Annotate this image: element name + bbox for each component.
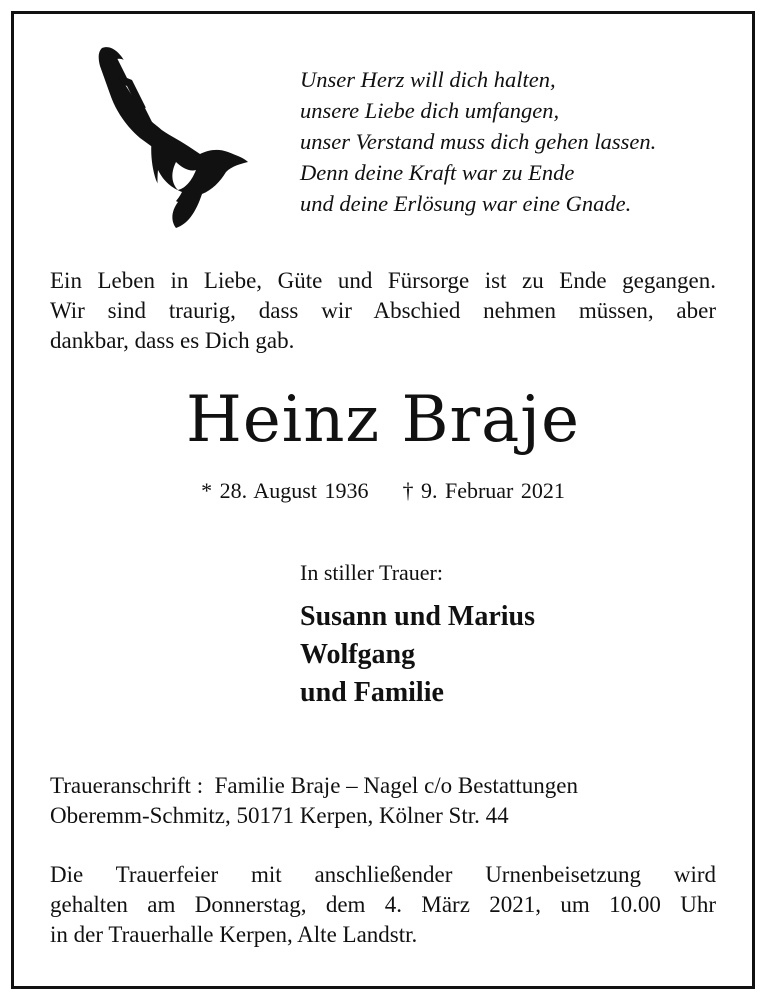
life-dates xyxy=(0,478,766,504)
address-line: Traueranschrift : Familie Braje – Nagel c/o Bestattungen xyxy=(50,773,579,798)
mourner-name: und Familie xyxy=(300,677,444,708)
mourners-list xyxy=(300,598,535,712)
intro-line: Ein Leben in Liebe, Güte und Fürsorge ist zu Ende gegangen. xyxy=(50,268,716,293)
birth-date: * 28. August 1936 xyxy=(201,478,369,503)
poem-verse xyxy=(300,64,740,219)
poem-line: und deine Erlösung war eine Gnade. xyxy=(300,191,632,216)
intro-paragraph xyxy=(50,266,716,356)
mourners-label: In stiller Trauer: xyxy=(300,560,443,585)
poem-line: unser Verstand muss dich gehen lassen. xyxy=(300,129,657,154)
praying-hands-icon xyxy=(92,42,252,232)
mourning-address xyxy=(50,771,716,831)
death-date: † 9. Februar 2021 xyxy=(402,478,565,503)
ceremony-line: gehalten am Donnerstag, dem 4. März 2021, um 10.00 Uhr xyxy=(50,892,716,917)
intro-line: Wir sind traurig, dass wir Abschied nehmen müssen, aber xyxy=(50,298,716,323)
poem-line: Denn deine Kraft war zu Ende xyxy=(300,160,575,185)
address-line: Oberemm-Schmitz, 50171 Kerpen, Kölner Str. 44 xyxy=(50,803,509,828)
poem-line: unsere Liebe dich umfangen, xyxy=(300,98,560,123)
intro-line: dankbar, dass es Dich gab. xyxy=(50,328,295,353)
mourner-name: Susann und Marius xyxy=(300,601,536,632)
poem-line: Unser Herz will dich halten, xyxy=(300,67,556,92)
ceremony-line: Die Trauerfeier mit anschließender Urnenbeisetzung wird xyxy=(50,862,716,887)
deceased-name: Heinz Braje xyxy=(186,383,580,457)
mourner-name: Wolfgang xyxy=(300,639,416,670)
ceremony-line: in der Trauerhalle Kerpen, Alte Landstr. xyxy=(50,922,418,947)
ceremony-info xyxy=(50,860,716,950)
